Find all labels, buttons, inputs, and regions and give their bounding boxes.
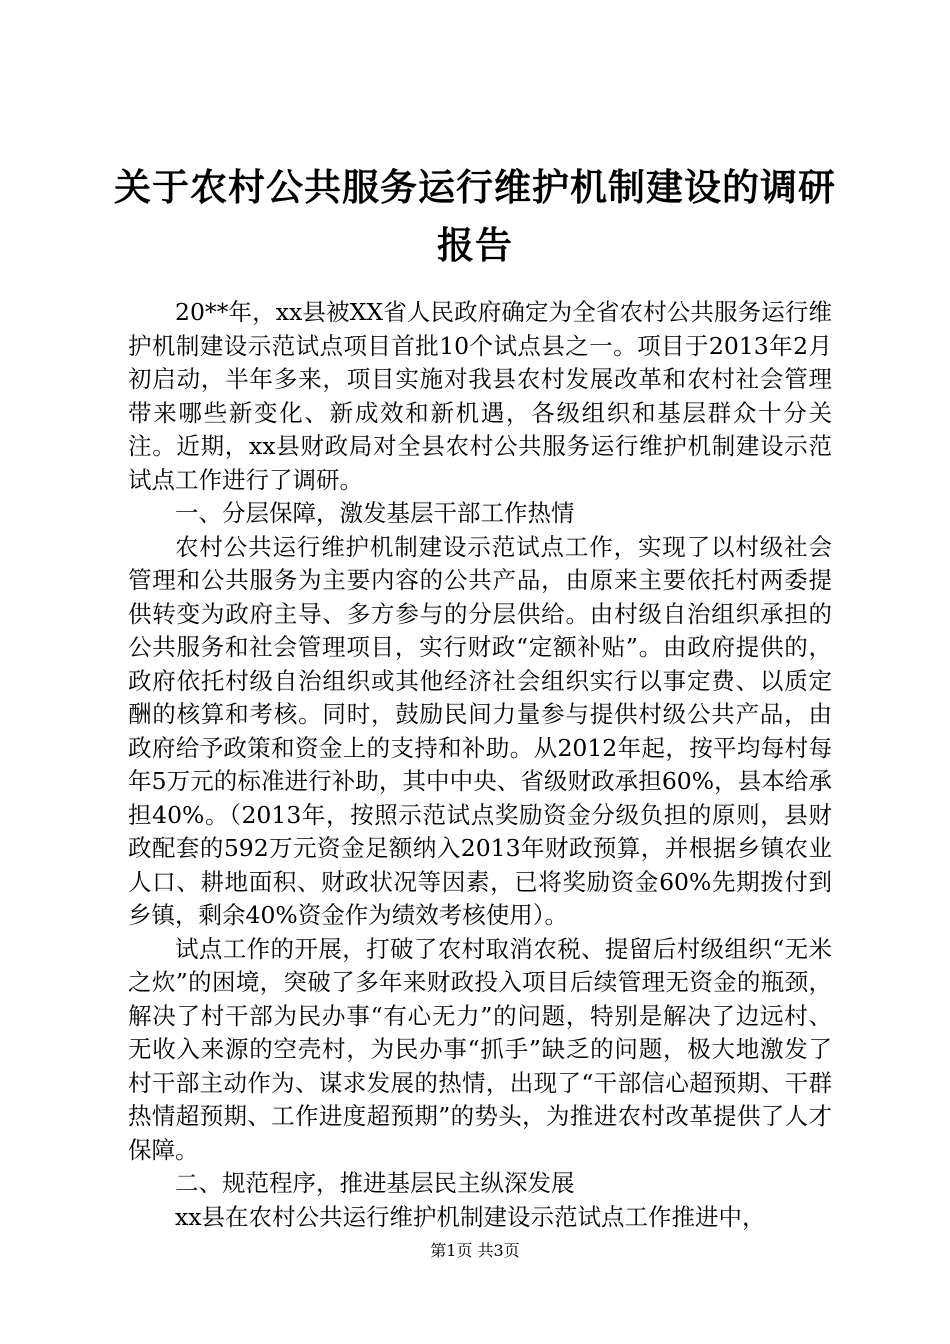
document-body bbox=[128, 296, 832, 1234]
paragraph-section-2a: xx县在农村公共运行维护机制建设示范试点工作推进中， bbox=[175, 1202, 766, 1231]
section-heading-2: 二、规范程序，推进基层民主纵深发展 bbox=[175, 1169, 575, 1197]
paragraph-section-1a: 农村公共运行维护机制建设示范试点工作，实现了以村级社会管理和公共服务为主要内容的公共产品，由原来主要依托村两委提供转变为政府主导、多方参与的分层供给。由村级自治组织承担的公共服务和社会管理项目，实行财政“定额补贴”。由政府提供的，政府依托村级自治组织或其他经济社会组织实行以事定费、以质定酬的核算和考核。同时，鼓励民间力量参与提供村级公共产品，由政府给予政策和资金上的支持和补助。从2012年起，按平均每村每年5万元的标准进行补助，其中中央、省级财政承担60%，县本给承担40%。（2013年，按照示范试点奖励资金分级负担的原则，县财政配套的592万元资金足额纳入2013年财政预算，并根据乡镇农业人口、耕地面积、财政状况等因素，已将奖励资金60%先期拨付到乡镇，剩余40%资金作为绩效考核使用）。 bbox=[128, 532, 832, 929]
paragraph-intro: 20**年，xx县被XX省人民政府确定为全省农村公共服务运行维护机制建设示范试点项目首批10个试点县之一。项目于2013年2月初启动，半年多来，项目实施对我县农村发展改革和农村社会管理带来哪些新变化、新成效和新机遇，各级组织和基层群众十分关注。近期，xx县财政局对全县农村公共服务运行维护机制建设示范试点工作进行了调研。 bbox=[128, 298, 832, 494]
document-title: 关于农村公共服务运行维护机制建设的调研报告 bbox=[114, 165, 836, 267]
paragraph-section-1b: 试点工作的开展，打破了农村取消农税、提留后村级组织“无米之炊”的困境，突破了多年来财政投入项目后续管理无资金的瓶颈，解决了村干部为民办事“有心无力”的问题，特别是解决了边远村、无收入来源的空壳村，为民办事“抓手”缺乏的问题，极大地激发了村干部主动作为、谋求发展的热情，出现了“干部信心超预期、干群热情超预期、工作进度超预期”的势头，为推进农村改革提供了人才保障。 bbox=[128, 934, 832, 1164]
page-footer: 第1页 共3页 bbox=[430, 1241, 520, 1260]
section-heading-1: 一、分层保障，激发基层干部工作热情 bbox=[175, 499, 575, 527]
